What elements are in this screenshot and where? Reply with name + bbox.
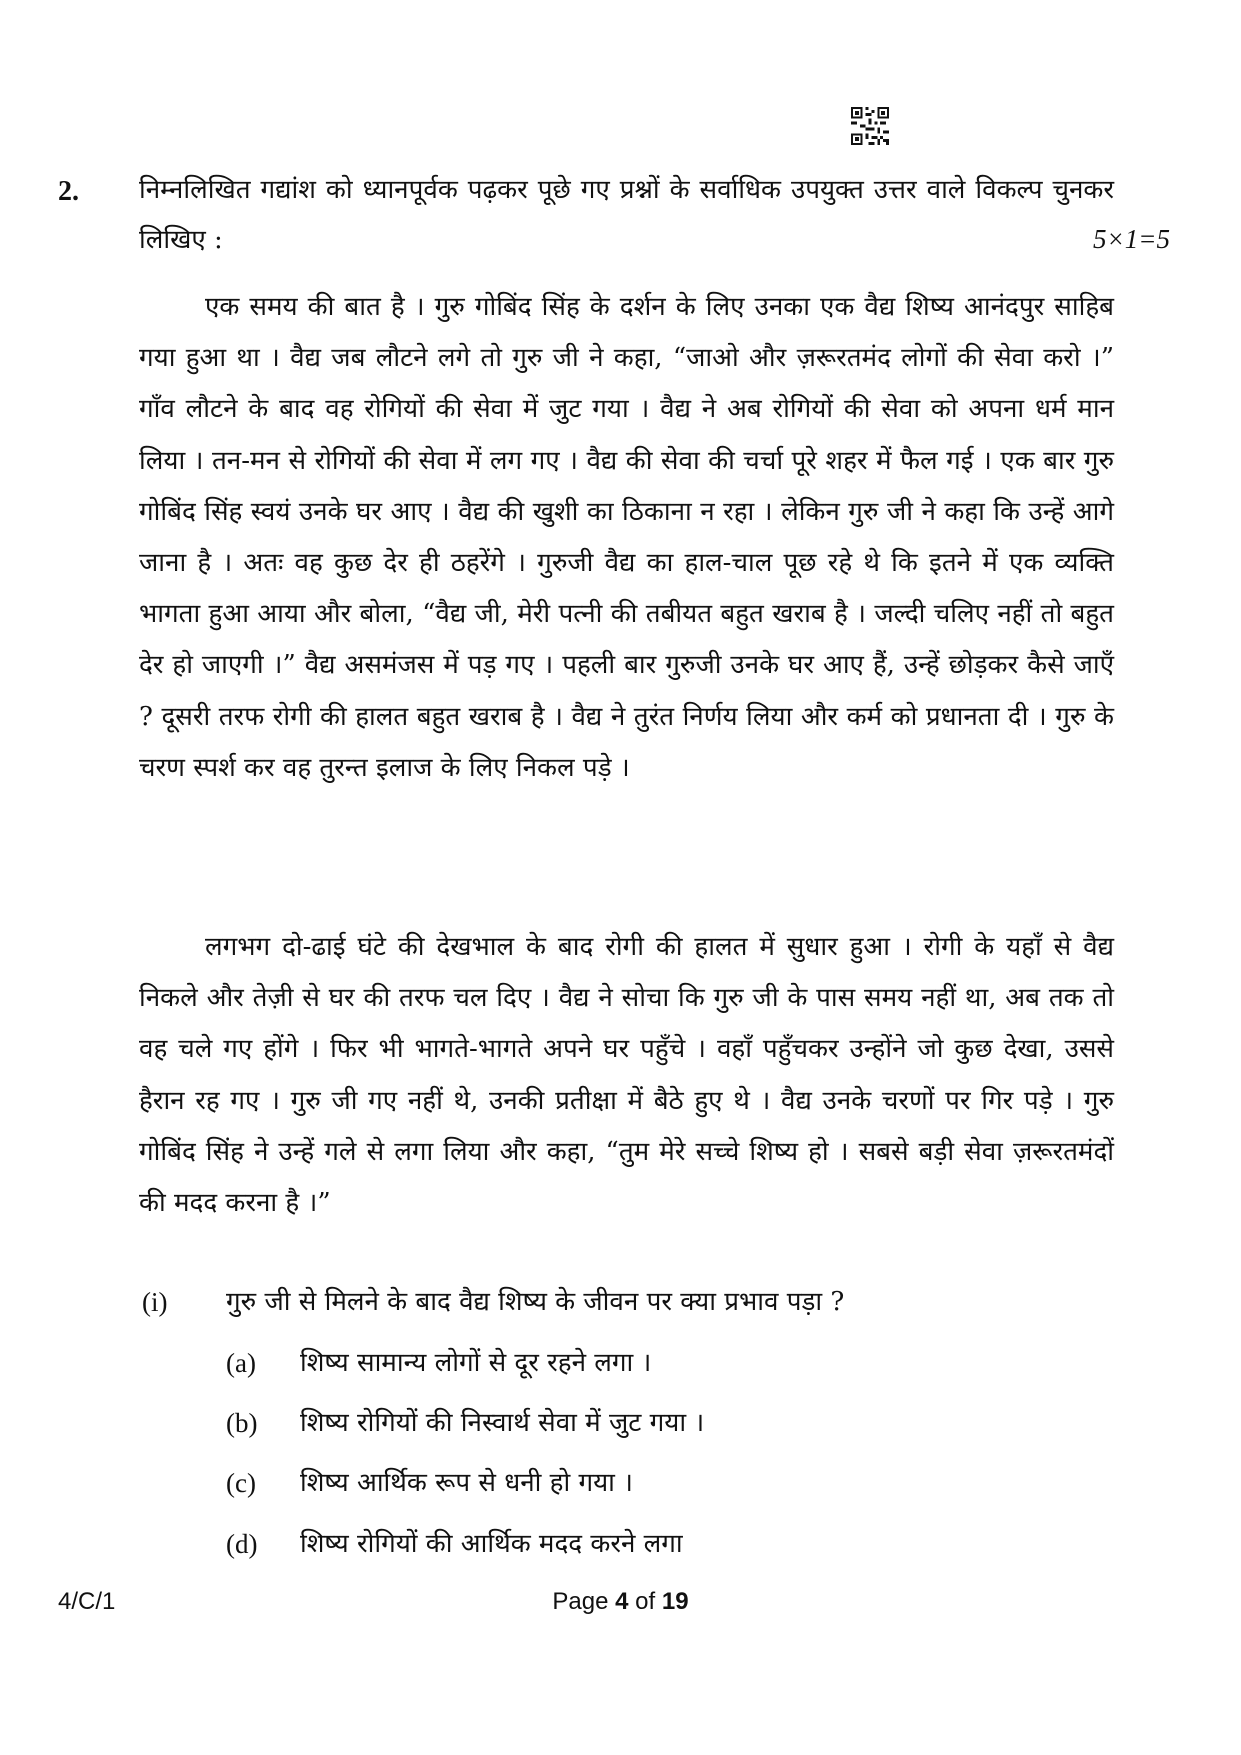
passage-paragraph: एक समय की बात है । गुरु गोबिंद सिंह के दर्शन के लिए उनका एक वैद्य शिष्य आनंदपुर साहिब गया हुआ था । वैद्य जब लौटने लगे तो गुरु जी ने कहा, “जाओ और ज़रूरतमंद लोगों की सेवा करो ।” गाँव लौटने के बाद वह रोगियों की सेवा में जुट गया । वैद्य ने अब रोगियों की सेवा को अपना धर्म मान लिया । तन-मन से रोगियों की सेवा में लग गए । वैद्य की सेवा की चर्चा पूरे शहर में फैल गई । एक बार गुरु गोबिंद सिंह स्वयं उनके घर आए । वैद्य की खुशी का ठिकाना न रहा । लेकिन गुरु जी ने कहा कि उन्हें आगे जाना है । अतः वह कुछ देर ही ठहरेंगे । गुरुजी वैद्य का हाल-चाल पूछ रहे थे कि इतने में एक व्यक्ति भागता हुआ आया और बोला, “वैद्य जी, मेरी पत्नी की तबीयत बहुत खराब है । जल्दी चलिए नहीं तो बहुत देर हो जाएगी ।” वैद्य असमंजस में पड़ गए । पहली बार गुरुजी उनके घर आए हैं, उन्हें छोड़कर कैसे जाएँ ? दूसरी तरफ रोगी की हालत बहुत खराब है । वैद्य ने तुरंत निर्णय लिया और कर्म को प्रधानता दी । गुरु के चरण स्पर्श कर वह तुरन्त इलाज के लिए निकल पड़े । bbox=[139, 292, 1114, 783]
page-prefix: Page bbox=[552, 1588, 616, 1615]
option-text: शिष्य सामान्य लोगों से दूर रहने लगा । bbox=[300, 1348, 652, 1378]
option-c[interactable] bbox=[226, 1463, 1126, 1503]
option-text: शिष्य रोगियों की निस्वार्थ सेवा में जुट गया । bbox=[300, 1408, 705, 1438]
question-number: 2. bbox=[58, 176, 79, 207]
option-text: शिष्य रोगियों की आर्थिक मदद करने लगा bbox=[300, 1529, 683, 1559]
option-a[interactable] bbox=[226, 1343, 1126, 1383]
marks-allocation: 5×1=5 bbox=[1093, 224, 1170, 254]
option-b[interactable] bbox=[226, 1403, 1126, 1443]
question-instruction: निम्नलिखित गद्यांश को ध्यानपूर्वक पढ़कर पूछे गए प्रश्नों के सर्वाधिक उपयुक्त उत्तर वाले विकल्प चुनकर लिखिए : bbox=[139, 175, 1114, 255]
option-d[interactable] bbox=[226, 1524, 1126, 1564]
option-label: (c) bbox=[226, 1468, 256, 1498]
page-of: of bbox=[628, 1588, 662, 1615]
option-text: शिष्य आर्थिक रूप से धनी हो गया । bbox=[300, 1468, 634, 1498]
subquestion-text: गुरु जी से मिलने के बाद वैद्य शिष्य के जीवन पर क्या प्रभाव पड़ा ? bbox=[226, 1287, 845, 1317]
option-label: (a) bbox=[226, 1348, 256, 1378]
page-total: 19 bbox=[661, 1588, 689, 1615]
page-current: 4 bbox=[615, 1588, 629, 1615]
qr-code-icon bbox=[851, 107, 889, 145]
subquestion bbox=[139, 1282, 1139, 1322]
passage-paragraph: लगभग दो-ढाई घंटे की देखभाल के बाद रोगी की हालत में सुधार हुआ । रोगी के यहाँ से वैद्य निकले और तेज़ी से घर की तरफ चल दिए । वैद्य ने सोचा कि गुरु जी के पास समय नहीं था, अब तक तो वह चले गए होंगे । फिर भी भागते-भागते अपने घर पहुँचे । वहाँ पहुँचकर उन्होंने जो कुछ देखा, उससे हैरान रह गए । गुरु जी गए नहीं थे, उनकी प्रतीक्षा में बैठे हुए थे । वैद्य उनके चरणों पर गिर पड़े । गुरु गोबिंद सिंह ने उन्हें गले से लगा लिया और कहा, “तुम मेरे सच्चे शिष्य हो । सबसे बड़ी सेवा ज़रूरतमंदों की मदद करना है ।” bbox=[139, 932, 1114, 1219]
page-number bbox=[0, 1587, 1241, 1617]
subquestion-label: (i) bbox=[142, 1287, 168, 1317]
paper-code: 4/C/1 bbox=[58, 1588, 116, 1615]
option-label: (d) bbox=[226, 1529, 258, 1559]
option-label: (b) bbox=[226, 1408, 258, 1438]
